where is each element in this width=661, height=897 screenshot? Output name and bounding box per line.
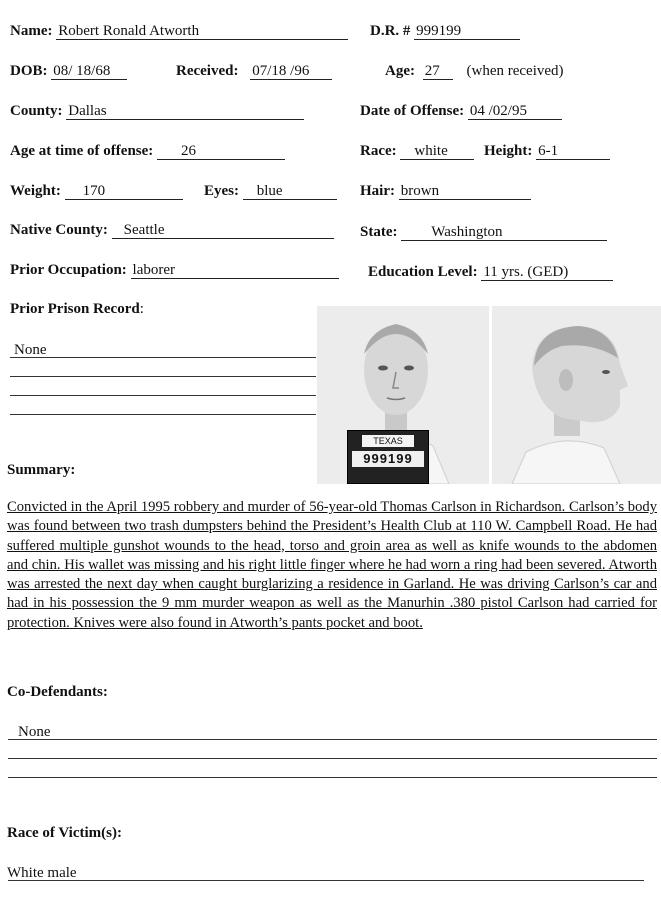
- hair-label: Hair: [360, 183, 390, 199]
- race-value: white: [400, 144, 474, 160]
- state-label: State: [360, 224, 393, 240]
- race-field: Race: white: [360, 143, 474, 160]
- name-label: Name: [10, 23, 48, 39]
- age-at-offense-field: Age at time of offense: 26: [10, 143, 285, 160]
- state-value: Washington: [401, 225, 607, 241]
- profile-portrait-graphic: [492, 306, 661, 484]
- native-county-value: Seattle: [112, 223, 334, 239]
- mugshot-profile-photo: [492, 306, 661, 484]
- prior-occupation-field: Prior Occupation: laborer: [10, 262, 339, 279]
- record-line: [10, 357, 316, 358]
- education-level-value: 11 yrs. (GED): [481, 265, 613, 281]
- eyes-label: Eyes: [204, 183, 234, 199]
- name-value: Robert Ronald Atworth: [56, 24, 348, 40]
- dr-value: 999199: [414, 24, 520, 40]
- height-value: 6-1: [536, 144, 610, 160]
- placard-state: TEXAS: [362, 435, 414, 447]
- hair-value: brown: [399, 184, 531, 200]
- dob-value: 08/ 18/68: [51, 64, 127, 80]
- state-field: State: Washington: [360, 224, 607, 241]
- age-at-offense-value: 26: [157, 144, 285, 160]
- race-label: Race: [360, 143, 392, 159]
- record-line: [10, 414, 316, 415]
- received-field: Received: 07/18 /96: [176, 63, 332, 80]
- county-value: Dallas: [66, 104, 304, 120]
- date-of-offense-value: 04 /02/95: [468, 104, 562, 120]
- co-defendants-line: [8, 777, 657, 778]
- education-level-field: Education Level: 11 yrs. (GED): [368, 264, 613, 281]
- county-field: County: Dallas: [10, 103, 304, 120]
- education-level-label: Education Level: [368, 264, 473, 280]
- dob-field: DOB: 08/ 18/68: [10, 63, 127, 80]
- record-line: [10, 395, 316, 396]
- age-at-offense-label: Age at time of offense: [10, 143, 149, 159]
- county-label: County: [10, 103, 58, 119]
- co-defendants-value: None: [18, 724, 51, 740]
- mugshot-front-photo: [317, 306, 489, 484]
- eyes-field: Eyes: blue: [204, 183, 337, 200]
- received-value: 07/18 /96: [250, 64, 332, 80]
- prior-occupation-value: laborer: [131, 263, 339, 279]
- height-field: Height: 6-1: [484, 143, 610, 160]
- weight-field: Weight: 170: [10, 183, 183, 200]
- date-of-offense-field: Date of Offense: 04 /02/95: [360, 103, 562, 120]
- co-defendants-line: [8, 758, 657, 759]
- age-value: 27: [423, 64, 453, 80]
- prior-occupation-label: Prior Occupation: [10, 262, 122, 278]
- hair-field: Hair: brown: [360, 183, 531, 200]
- dob-label: DOB: [10, 63, 43, 79]
- id-placard: [347, 430, 429, 484]
- race-of-victims-heading: Race of Victim(s):: [7, 825, 122, 841]
- record-line: [10, 376, 316, 377]
- dr-label: D.R. #: [370, 23, 411, 39]
- native-county-field: Native County: Seattle: [10, 222, 334, 239]
- weight-label: Weight: [10, 183, 56, 199]
- age-note: (when received): [466, 63, 564, 79]
- prior-prison-record-heading: Prior Prison Record:: [10, 301, 144, 317]
- received-label: Received: [176, 63, 234, 79]
- summary-heading: Summary:: [7, 462, 76, 478]
- co-defendants-line: [8, 739, 657, 740]
- race-of-victims-line: [8, 880, 644, 881]
- age-field: Age: 27 (when received): [385, 63, 564, 79]
- placard-number: 999199: [352, 451, 424, 467]
- date-of-offense-label: Date of Offense: [360, 103, 460, 119]
- height-label: Height: [484, 143, 528, 159]
- dr-number-field: [370, 23, 520, 40]
- eyes-value: blue: [243, 184, 337, 200]
- co-defendants-heading: Co-Defendants:: [7, 684, 108, 700]
- name-field: Name: Robert Ronald Atworth: [10, 23, 348, 40]
- race-of-victims-value: White male: [7, 865, 77, 881]
- age-label: Age: [385, 63, 410, 79]
- weight-value: 170: [65, 184, 183, 200]
- prior-prison-record-value: None: [14, 342, 47, 358]
- summary-text: Convicted in the April 1995 robbery and murder of 56-year-old Thomas Carlson in Richardson. Carlson’s body was found between two trash dumpsters behind the President’s Health Club at 110 W. Campbell Road. He had suffered multiple gunshot wounds to the head, torso and groin area as well as knife wounds to the abdomen and chin. His wallet was missing and his right little finger where he had worn a ring had been severed. Atworth was arrested the next day when caught burglarizing a residence in Garland. He was driving Carlson’s car and had in his possession the 9 mm murder weapon as well as the Manurhin .380 pistol Carlson had carried for protection. Knives were also found in Atworth’s pants pocket and boot.: [7, 499, 657, 631]
- native-county-label: Native County: [10, 222, 103, 238]
